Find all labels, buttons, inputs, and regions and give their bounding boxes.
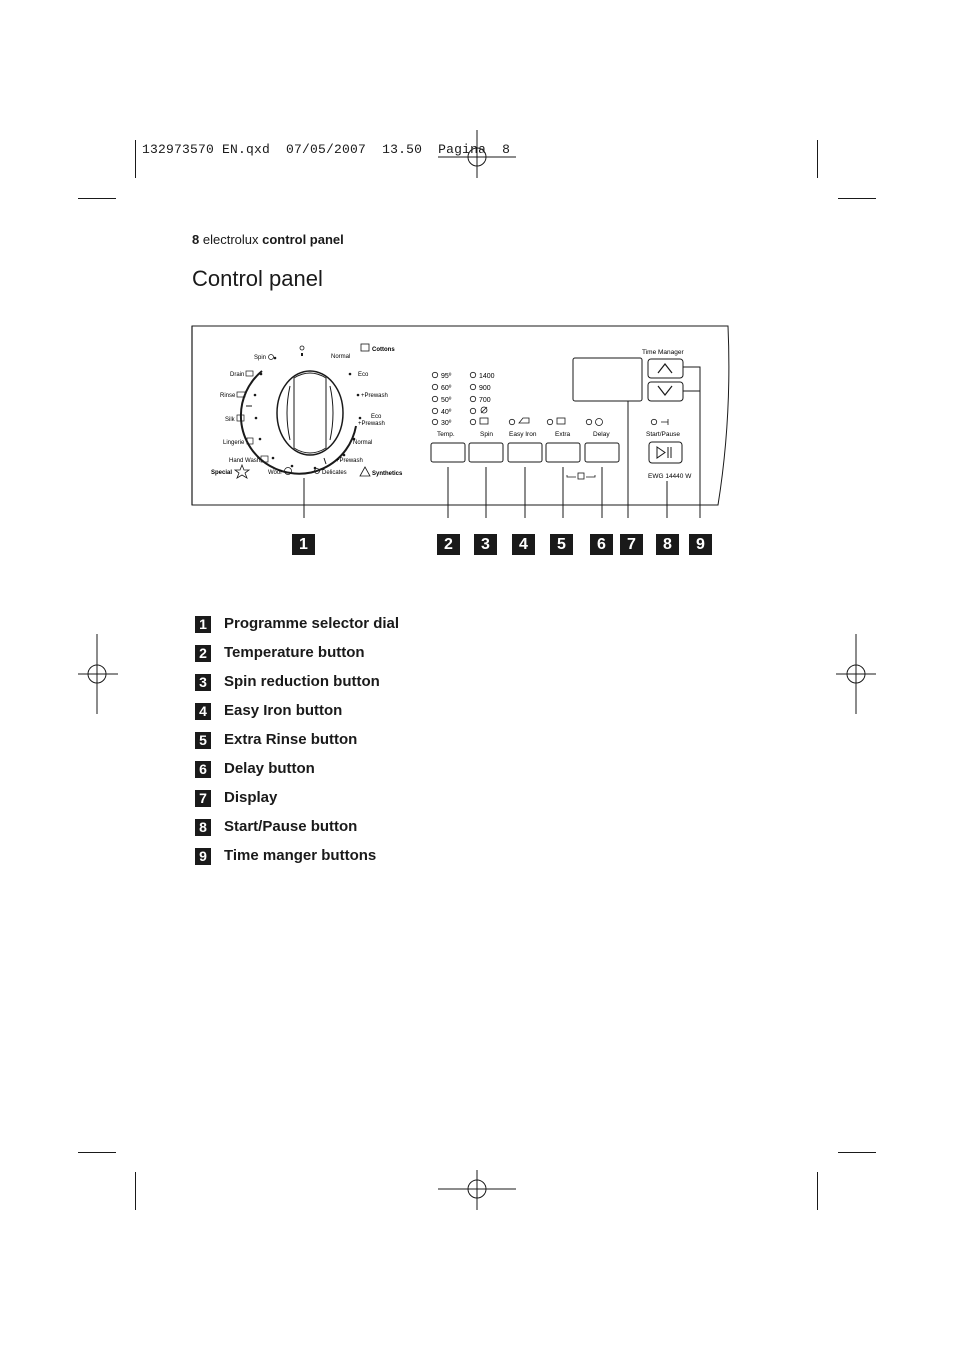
temp-option: 50º <box>441 397 452 404</box>
callout-3: 3 <box>474 534 497 555</box>
programme-dial[interactable] <box>241 346 356 474</box>
crop-mark <box>817 140 818 178</box>
delay-button[interactable] <box>585 443 619 462</box>
spin-option: 1400 <box>479 373 495 380</box>
model-number: EWG 14440 W <box>648 473 692 480</box>
registration-mark-right <box>836 634 876 714</box>
rinse-hold-icon <box>480 418 488 424</box>
temperature-indicators <box>432 372 451 427</box>
header-brand: electrolux <box>202 232 259 247</box>
crop-mark <box>135 140 136 178</box>
dial-label-special: Special <box>211 470 233 476</box>
dial-label-prewash-bottom: +Prewash <box>336 458 363 464</box>
temp-option: 40º <box>441 409 452 416</box>
crop-mark <box>78 198 116 199</box>
extra-rinse-icon <box>557 418 565 424</box>
page-title: Control panel <box>192 266 323 291</box>
callout-9: 9 <box>689 534 712 555</box>
registration-mark-bottom <box>438 1170 516 1212</box>
spin-icon <box>269 355 274 360</box>
temp-label: Temp. <box>437 431 455 438</box>
temperature-button[interactable] <box>431 443 465 462</box>
callout-1: 1 <box>292 534 315 555</box>
spin-label: Spin <box>480 431 494 438</box>
dial-label-normal-top: Normal <box>331 354 351 360</box>
star-icon <box>235 465 249 478</box>
spin-button[interactable] <box>469 443 503 462</box>
dial-label-spin: Spin <box>254 355 267 361</box>
display <box>573 358 642 401</box>
dial-label-drain: Drain <box>230 372 245 378</box>
easy-iron-button[interactable] <box>508 443 542 462</box>
slug-time: 13.50 <box>382 142 423 157</box>
temp-option: 95º <box>441 373 452 380</box>
dial-label-prewash-top: +Prewash <box>361 393 388 399</box>
extra-label: Extra <box>555 431 571 438</box>
callout-5: 5 <box>550 534 573 555</box>
header-section: control panel <box>262 232 344 247</box>
synthetics-icon <box>360 467 370 476</box>
dial-label-delicates: Delicates <box>322 470 347 476</box>
easy-iron-label: Easy Iron <box>509 431 537 438</box>
dial-label-eco-top: Eco <box>358 372 369 378</box>
spin-option: 700 <box>479 397 491 404</box>
crop-mark <box>817 1172 818 1210</box>
slug-page-number: 8 <box>502 142 511 157</box>
crop-mark <box>135 1172 136 1210</box>
registration-mark-left <box>78 634 118 714</box>
iron-icon <box>519 418 529 423</box>
dial-label-silk: Silk <box>225 417 235 423</box>
dial-label-hand-wash: Hand Wash <box>229 458 261 464</box>
callout-7: 7 <box>620 534 643 555</box>
dial-label-synthetics: Synthetics <box>372 471 403 477</box>
slug-page-word: Pagina <box>438 142 487 157</box>
crop-mark <box>838 1152 876 1153</box>
time-manager-down-button[interactable] <box>648 382 683 401</box>
callout-4: 4 <box>512 534 535 555</box>
extra-rinse-button[interactable] <box>546 443 580 462</box>
time-manager-up-button[interactable] <box>648 359 683 378</box>
time-manager-label: Time Manager <box>642 349 684 356</box>
cottons-icon <box>361 344 369 351</box>
slug-filename: 132973570 EN.qxd <box>142 142 271 157</box>
print-slug <box>142 142 510 157</box>
dial-label-rinse: Rinse <box>220 393 236 399</box>
dial-label-lingerie: Lingerie <box>223 440 245 446</box>
control-panel-illustration <box>180 318 760 518</box>
dial-label-eco-mid: Eco <box>371 414 382 420</box>
dial-label-wool: Wool <box>268 470 282 476</box>
dial-label-cottons: Cottons <box>372 347 395 353</box>
start-pause-label: Start/Pause <box>646 431 680 438</box>
dial-label-eco-prewash: +Prewash <box>358 421 385 427</box>
slug-date: 07/05/2007 <box>286 142 367 157</box>
clock-icon <box>596 419 603 426</box>
callout-2: 2 <box>437 534 460 555</box>
running-header <box>192 232 344 247</box>
temp-option: 30º <box>441 420 452 427</box>
lock-icon <box>661 419 668 425</box>
drain-icon <box>246 371 253 376</box>
callout-6: 6 <box>590 534 613 555</box>
child-lock-icon <box>578 473 584 479</box>
header-page-number: 8 <box>192 232 200 247</box>
spin-option: 900 <box>479 385 491 392</box>
spin-indicators <box>470 372 494 424</box>
temp-option: 60º <box>441 385 452 392</box>
crop-mark <box>78 1152 116 1153</box>
callout-8: 8 <box>656 534 679 555</box>
dial-label-normal-bottom: Normal <box>353 440 373 446</box>
crop-mark <box>838 198 876 199</box>
delay-label: Delay <box>593 431 610 438</box>
